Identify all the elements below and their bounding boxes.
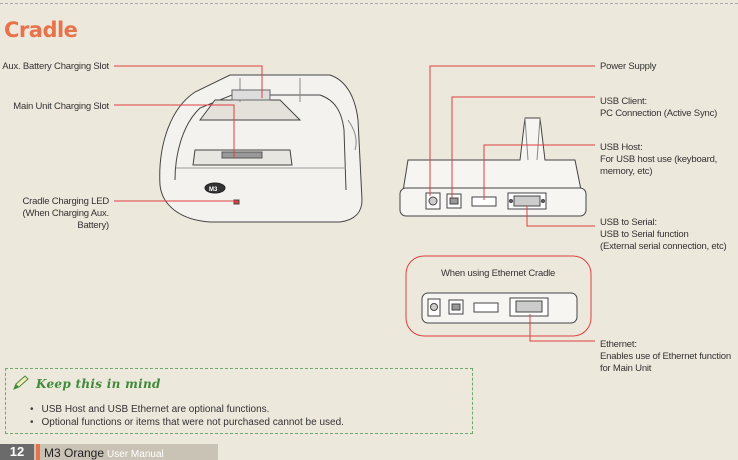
label-main-unit-slot: Main Unit Charging Slot — [13, 101, 109, 112]
label-ethernet-line2: Enables use of Ethernet function — [600, 351, 731, 362]
label-ethernet-line3: for Main Unit — [600, 363, 652, 374]
label-usb-client-line2: PC Connection (Active Sync) — [600, 108, 718, 119]
page-number: 12 — [0, 444, 34, 460]
ethernet-cradle-illustration — [406, 256, 591, 336]
label-usb-serial-line1: USB to Serial: — [600, 217, 657, 228]
label-usb-host-line1: USB Host: — [600, 142, 643, 153]
label-usb-host-line3: memory, etc) — [600, 166, 653, 177]
label-charging-led-line1: Cradle Charging LED — [22, 196, 109, 207]
pencil-icon — [12, 375, 30, 391]
label-usb-host-line2: For USB host use (keyboard, — [600, 154, 718, 165]
label-power-supply: Power Supply — [600, 61, 657, 72]
svg-text:M3: M3 — [209, 187, 218, 193]
label-usb-serial-line3: (External serial connection, etc) — [600, 241, 727, 252]
footer-subtitle: User Manual — [107, 449, 164, 460]
footer-product — [44, 446, 164, 460]
footer-accent — [36, 444, 40, 460]
label-aux-battery-slot: Aux. Battery Charging Slot — [2, 61, 109, 72]
label-usb-serial-line2: USB to Serial function — [600, 229, 689, 240]
label-usb-client-line1: USB Client: — [600, 96, 647, 107]
footer-product-name: M3 Orange — [44, 446, 105, 460]
note-item: • Optional functions or items that were not purchased cannot be used. — [30, 416, 344, 429]
cradle-back-illustration — [400, 118, 586, 216]
note-list — [30, 403, 344, 429]
note-item: • USB Host and USB Ethernet are optional functions. — [30, 403, 344, 416]
page-title: Cradle — [4, 18, 78, 42]
label-charging-led-line3: Battery) — [77, 220, 109, 231]
cradle-front-illustration — [160, 75, 362, 222]
label-charging-led-line2: (When Charging Aux. — [22, 208, 109, 219]
ethernet-cradle-caption: When using Ethernet Cradle — [441, 268, 556, 279]
note-title: Keep this in mind — [36, 377, 161, 391]
label-ethernet-line1: Ethernet: — [600, 339, 637, 350]
